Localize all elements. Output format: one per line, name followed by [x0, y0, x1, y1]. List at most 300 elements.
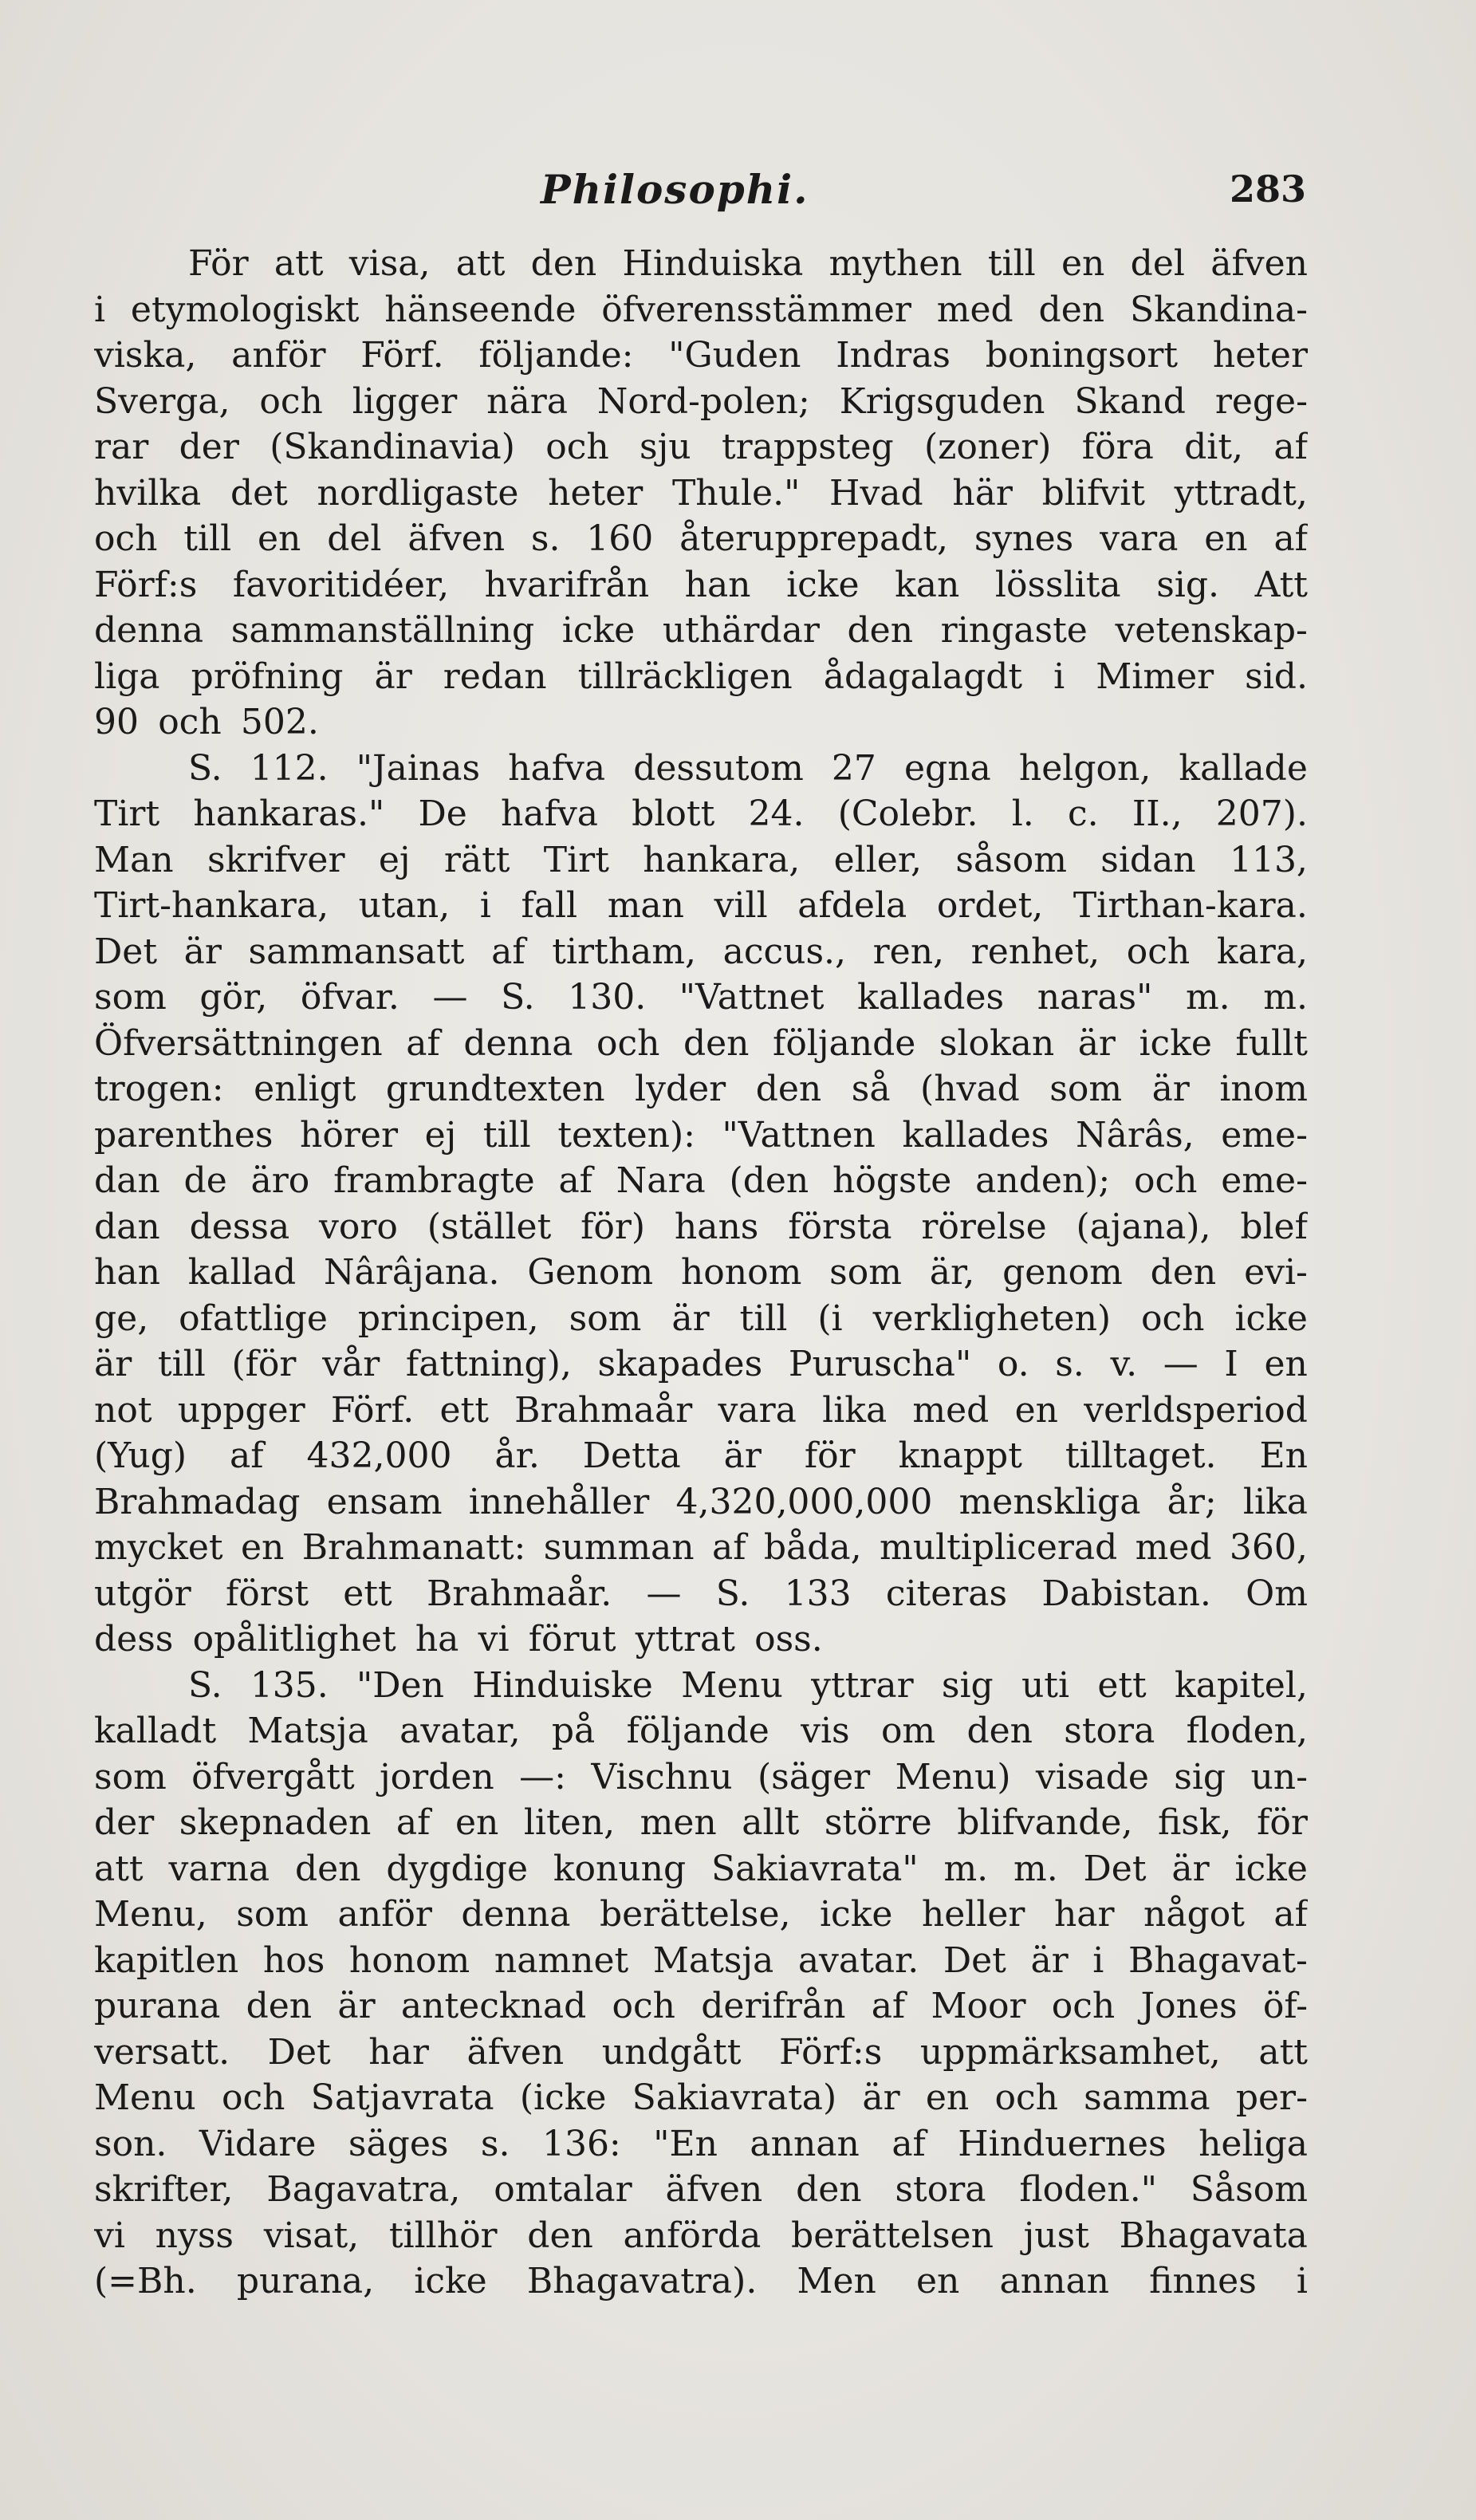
text-line: [94, 1892, 1308, 1938]
word: med: [936, 289, 1014, 330]
word: Bagavatra,: [266, 2169, 461, 2210]
word: öfvar.: [300, 977, 400, 1018]
word: Sakiavrata": [710, 1848, 919, 1889]
word: och: [158, 702, 222, 742]
word: visa,: [348, 243, 431, 284]
word: versatt.: [94, 2031, 230, 2073]
word: just: [1023, 2215, 1089, 2256]
word: not: [94, 1389, 152, 1431]
word: vill: [714, 885, 768, 926]
word: vi: [94, 2215, 125, 2256]
word: båda,: [763, 1527, 862, 1568]
word: Vischnu: [591, 1756, 733, 1797]
word: af: [892, 2123, 926, 2164]
word: nordligaste: [317, 472, 519, 514]
word: un-: [1250, 1756, 1308, 1797]
word: icke: [561, 610, 636, 651]
word: ett: [439, 1389, 489, 1431]
word: sid.: [1245, 656, 1308, 697]
word: af: [406, 1022, 440, 1064]
word: m.: [943, 1848, 989, 1889]
word: blifvande,: [957, 1802, 1133, 1843]
word: konung: [553, 1848, 687, 1889]
text-line: [94, 1754, 1308, 1801]
word: öf-: [1262, 1986, 1308, 2026]
word: I: [1224, 1344, 1238, 1384]
word: han: [94, 1252, 160, 1293]
word: antecknad: [400, 1986, 587, 2026]
word: kallad: [187, 1252, 297, 1293]
word: S.: [715, 1573, 750, 1614]
word: sidan: [1100, 839, 1196, 880]
word: återupprepadt,: [679, 518, 949, 559]
word: en: [916, 2261, 960, 2301]
word: har: [368, 2031, 429, 2073]
word: visat,: [263, 2215, 360, 2256]
word: trogen:: [94, 1069, 224, 1109]
word: citeras: [885, 1573, 1008, 1614]
text-line: [94, 2167, 1308, 2213]
word: opålitlighet: [192, 1619, 396, 1660]
word: skrifter,: [94, 2169, 234, 2210]
word: sammanställning: [230, 610, 535, 651]
word: denna: [463, 1022, 573, 1064]
text-line: [94, 1938, 1308, 1984]
word: det: [230, 472, 288, 514]
word: förut: [528, 1619, 616, 1660]
word: Menu: [94, 2077, 196, 2118]
word: (icke: [519, 2077, 607, 2118]
text-line: [94, 837, 1308, 884]
word: Förf:s: [94, 564, 198, 605]
word: annan: [750, 2123, 860, 2164]
word: är: [1171, 1848, 1210, 1889]
word: såsom: [955, 839, 1067, 880]
text-line: [94, 883, 1308, 929]
word: liten,: [523, 1802, 616, 1843]
word: "En: [653, 2123, 718, 2164]
word: följande: [773, 1022, 916, 1064]
word: ensam: [326, 1481, 443, 1522]
word: berättelse,: [599, 1894, 791, 1935]
word: knappt: [898, 1435, 1022, 1476]
word: der: [179, 427, 239, 467]
word: Brahmanatt:: [301, 1527, 526, 1568]
word: Men: [797, 2261, 876, 2301]
text-line: [94, 1250, 1308, 1296]
word: (säger: [758, 1756, 871, 1797]
text-line: [94, 1525, 1308, 1571]
text-line: [94, 333, 1308, 379]
word: och: [612, 1986, 675, 2026]
word: ofattlige: [179, 1297, 328, 1339]
word: (Colebr.: [837, 793, 978, 834]
word: Sakiavrata): [632, 2077, 837, 2118]
text-line: [94, 1341, 1308, 1388]
word: genom: [1002, 1252, 1123, 1293]
word: avatar,: [400, 1711, 521, 1751]
word: denna: [461, 1894, 571, 1935]
word: den: [1038, 289, 1105, 330]
word: v.: [1110, 1344, 1138, 1384]
text-line: [94, 1846, 1308, 1892]
word: (=Bh.: [94, 2261, 197, 2301]
word: verkligheten): [872, 1297, 1112, 1339]
word: lyder: [635, 1069, 726, 1109]
word: ren,: [872, 931, 945, 972]
text-line: [94, 746, 1308, 792]
word: trappsteg: [721, 427, 894, 467]
word: visade: [1035, 1756, 1149, 1797]
word: i: [94, 289, 106, 330]
word: multiplicerad: [879, 1527, 1118, 1568]
word: den: [683, 1022, 750, 1064]
word: Öfversättningen: [94, 1022, 383, 1064]
text-line: [94, 562, 1308, 608]
word: heter: [1212, 335, 1308, 376]
word: och: [1134, 1160, 1198, 1201]
word: kapitlen: [94, 1939, 239, 1981]
word: utan,: [358, 885, 451, 926]
word: namnet: [494, 1939, 629, 1981]
word: vetenskap-: [1115, 610, 1308, 651]
word: har: [1053, 1894, 1115, 1935]
word: och: [1051, 1986, 1116, 2026]
word: Brahmaår.: [426, 1573, 612, 1614]
word: nära: [486, 380, 568, 422]
word: tillräckligen: [577, 656, 793, 697]
word: (stället: [427, 1206, 552, 1247]
word: äfven: [466, 2031, 565, 2073]
text-line: [94, 1066, 1308, 1112]
word: Moor: [931, 1986, 1026, 2026]
word: som: [236, 1894, 309, 1935]
word: Brahmadag: [94, 1481, 301, 1522]
word: (Skandinavia): [270, 427, 515, 467]
word: han: [684, 564, 751, 605]
word: tirtham,: [552, 931, 696, 972]
word: och: [259, 380, 323, 422]
word: son.: [94, 2123, 167, 2164]
word: en: [925, 2077, 970, 2118]
word: heliga: [1199, 2123, 1308, 2164]
word: öfverensstämmer: [601, 289, 911, 330]
word: floden,: [1186, 1711, 1308, 1751]
word: anför: [337, 1894, 432, 1935]
word: skapades: [597, 1344, 763, 1384]
word: c.: [1067, 793, 1099, 834]
text-line: [94, 1983, 1308, 2030]
text-line: [94, 1112, 1308, 1159]
text-line: [94, 1571, 1308, 1617]
word: Sverga,: [94, 380, 230, 422]
word: vår: [322, 1344, 380, 1384]
word: eller,: [833, 839, 923, 880]
word: år;: [1167, 1481, 1217, 1522]
word: denna: [94, 610, 204, 651]
word: den: [294, 1848, 361, 1889]
word: yttrar: [811, 1664, 914, 1706]
word: Puruscha": [788, 1344, 972, 1384]
word: rörelse: [921, 1206, 1047, 1247]
text-line: [94, 241, 1308, 287]
word: m.: [1185, 977, 1230, 1018]
word: af: [1273, 1894, 1308, 1935]
word: "Den: [356, 1664, 444, 1706]
word: heter: [548, 472, 644, 514]
word: hafva: [501, 793, 598, 834]
text-line: [94, 287, 1308, 333]
text-line: [94, 2258, 1308, 2305]
word: samma: [1084, 2077, 1210, 2118]
word: kalladt: [94, 1711, 217, 1751]
word: Nârâjana.: [324, 1252, 500, 1293]
word: (zoner): [924, 427, 1052, 467]
word: sig: [1174, 1756, 1226, 1797]
word: en: [1264, 1344, 1308, 1384]
word: blifvit: [1041, 472, 1145, 514]
word: o.: [997, 1344, 1029, 1384]
word: parenthes: [94, 1114, 274, 1156]
word: uthärdar: [662, 610, 820, 651]
word: först: [225, 1573, 309, 1614]
word: anförda: [623, 2215, 762, 2256]
word: —: [432, 977, 468, 1018]
text-line: [94, 2121, 1308, 2168]
word: äro: [250, 1160, 310, 1201]
word: Menu: [681, 1664, 783, 1706]
word: Hinduiske: [472, 1664, 653, 1706]
word: (ajana),: [1076, 1206, 1211, 1247]
word: ej: [378, 839, 411, 880]
word: eme-: [1221, 1114, 1308, 1156]
word: rätt: [443, 839, 510, 880]
word: hos: [262, 1939, 325, 1981]
word: stora: [895, 2169, 986, 2210]
word: är: [183, 931, 222, 972]
word: 4,320,000,000: [675, 1481, 933, 1522]
word: gör,: [199, 977, 268, 1018]
text-line: [94, 1433, 1308, 1479]
text-line: [94, 379, 1308, 425]
word: ge,: [94, 1297, 149, 1339]
word: synes: [974, 518, 1074, 559]
text-line: [94, 699, 1308, 746]
word: att: [1258, 2031, 1308, 2073]
word: Det: [94, 931, 157, 972]
word: Nara: [616, 1160, 706, 1201]
word: Jones: [1140, 1986, 1238, 2026]
word: äfven: [407, 518, 506, 559]
word: skrifver: [207, 839, 345, 880]
word: ha: [415, 1619, 459, 1660]
word: lösslita: [994, 564, 1121, 605]
word: dessa: [189, 1206, 290, 1247]
word: Indras: [836, 335, 951, 376]
word: l.: [1011, 793, 1034, 834]
word: voro: [319, 1206, 398, 1247]
word: så: [851, 1069, 891, 1109]
word: jorden: [380, 1756, 494, 1797]
word: annan: [999, 2261, 1110, 2301]
word: kallades: [857, 977, 1005, 1018]
word: icke: [1234, 1848, 1308, 1889]
word: 135.: [250, 1664, 329, 1706]
word: icke: [786, 564, 860, 605]
word: m.: [1013, 1848, 1058, 1889]
word: som: [1049, 1069, 1123, 1109]
word: pröfning: [191, 656, 344, 697]
word: Matsja: [652, 1939, 774, 1981]
word: anden);: [975, 1160, 1111, 1201]
word: Menu): [895, 1756, 1011, 1797]
word: S.: [501, 977, 535, 1018]
word: på: [551, 1711, 596, 1751]
word: Dabistan.: [1041, 1573, 1211, 1614]
word: del: [327, 518, 382, 559]
word: sju: [640, 427, 691, 467]
word: och: [1141, 1297, 1205, 1339]
word: Bhagavat-: [1128, 1939, 1308, 1981]
text-line: [94, 1708, 1308, 1754]
word: honom: [348, 1939, 470, 1981]
word: öfvergått: [191, 1756, 355, 1797]
word: En: [1259, 1435, 1308, 1476]
body-text: [94, 241, 1308, 2305]
word: lika: [822, 1389, 888, 1431]
word: Menu,: [94, 1894, 207, 1935]
text-line: [94, 2213, 1308, 2259]
word: dessutom: [633, 747, 804, 789]
word: —: [1163, 1344, 1199, 1384]
word: icke: [1234, 1297, 1308, 1339]
word: i: [1296, 2261, 1308, 2301]
word: helgon,: [1018, 747, 1151, 789]
word: (för: [231, 1344, 297, 1384]
word: i: [479, 885, 491, 926]
word: är: [1030, 1939, 1069, 1981]
word: 27: [831, 747, 876, 789]
word: Mimer: [1096, 656, 1214, 697]
word: verldsperiod: [1084, 1389, 1308, 1431]
text-line: [94, 654, 1308, 700]
word: vis: [801, 1711, 850, 1751]
word: Förf.: [330, 1389, 415, 1431]
word: här: [952, 472, 1013, 514]
word: ådagalagdt: [823, 656, 1023, 697]
text-line: [94, 516, 1308, 562]
word: är: [374, 656, 412, 697]
word: den: [246, 1986, 313, 2026]
word: för: [804, 1435, 856, 1476]
word: nyss: [155, 2215, 234, 2256]
word: Vidare: [199, 2123, 317, 2164]
word: "Vattnen: [722, 1114, 876, 1156]
word: äfven: [665, 2169, 763, 2210]
word: innehåller: [468, 1481, 650, 1522]
word: egna: [904, 747, 991, 789]
word: med: [912, 1389, 990, 1431]
word: till: [739, 1297, 788, 1339]
text-line: [94, 1158, 1308, 1204]
word: vara: [1100, 518, 1179, 559]
word: kapitel,: [1174, 1664, 1308, 1706]
word: är: [723, 1435, 762, 1476]
word: eme-: [1221, 1160, 1308, 1201]
word: är: [1077, 1022, 1116, 1064]
text-line: [94, 471, 1308, 517]
word: följande:: [478, 335, 634, 376]
word: Man: [94, 839, 174, 880]
word: ett: [343, 1573, 392, 1614]
word: hankara,: [643, 839, 801, 880]
running-title: Philosophi.: [541, 166, 809, 213]
word: med: [1135, 1527, 1212, 1568]
word: den: [847, 610, 914, 651]
word: per-: [1235, 2077, 1308, 2118]
word: avatar.: [797, 1939, 919, 1981]
word: Bhagavatra).: [526, 2261, 758, 2301]
word: S.: [188, 1664, 222, 1706]
word: hörer: [300, 1114, 398, 1156]
word: och: [221, 2077, 285, 2118]
word: derifrån: [701, 1986, 846, 2026]
word: hvilka: [94, 472, 202, 514]
word: menskliga: [958, 1481, 1141, 1522]
word: s.: [530, 518, 561, 559]
word: uti: [1021, 1664, 1070, 1706]
word: ringaste: [940, 610, 1088, 651]
word: 112.: [250, 747, 329, 789]
word: Det: [1083, 1848, 1147, 1889]
word: Att: [1254, 564, 1308, 605]
word: yttradt,: [1174, 472, 1308, 514]
word: berättelsen: [791, 2215, 994, 2256]
word: af: [871, 1986, 906, 2026]
word: Hinduiska: [622, 243, 804, 284]
word: men: [640, 1802, 717, 1843]
word: som: [94, 1756, 167, 1797]
word: evi-: [1244, 1252, 1308, 1293]
word: skepnaden: [179, 1802, 372, 1843]
word: —:: [519, 1756, 566, 1797]
word: accus.,: [722, 931, 847, 972]
word: undgått: [601, 2031, 742, 2073]
word: För: [188, 243, 249, 284]
word: dan: [94, 1206, 160, 1247]
text-line: [94, 424, 1308, 471]
word: fisk,: [1157, 1802, 1232, 1843]
word: Det: [943, 1939, 1006, 1981]
word: enligt: [254, 1069, 356, 1109]
word: stora: [1064, 1711, 1155, 1751]
word: S.: [188, 747, 222, 789]
word: som: [829, 1252, 902, 1293]
word: 24.: [748, 793, 805, 834]
word: omtalar: [494, 2169, 632, 2210]
word: slokan: [939, 1022, 1055, 1064]
word: i: [1053, 656, 1065, 697]
word: är: [1151, 1069, 1190, 1109]
word: hankaras.": [193, 793, 385, 834]
word: Om: [1246, 1573, 1308, 1614]
word: icke: [1139, 1022, 1212, 1064]
word: dess: [94, 1619, 174, 1660]
word: rar: [94, 427, 149, 467]
word: är: [671, 1297, 710, 1339]
word: m.: [1263, 977, 1308, 1018]
word: den: [527, 2215, 593, 2256]
